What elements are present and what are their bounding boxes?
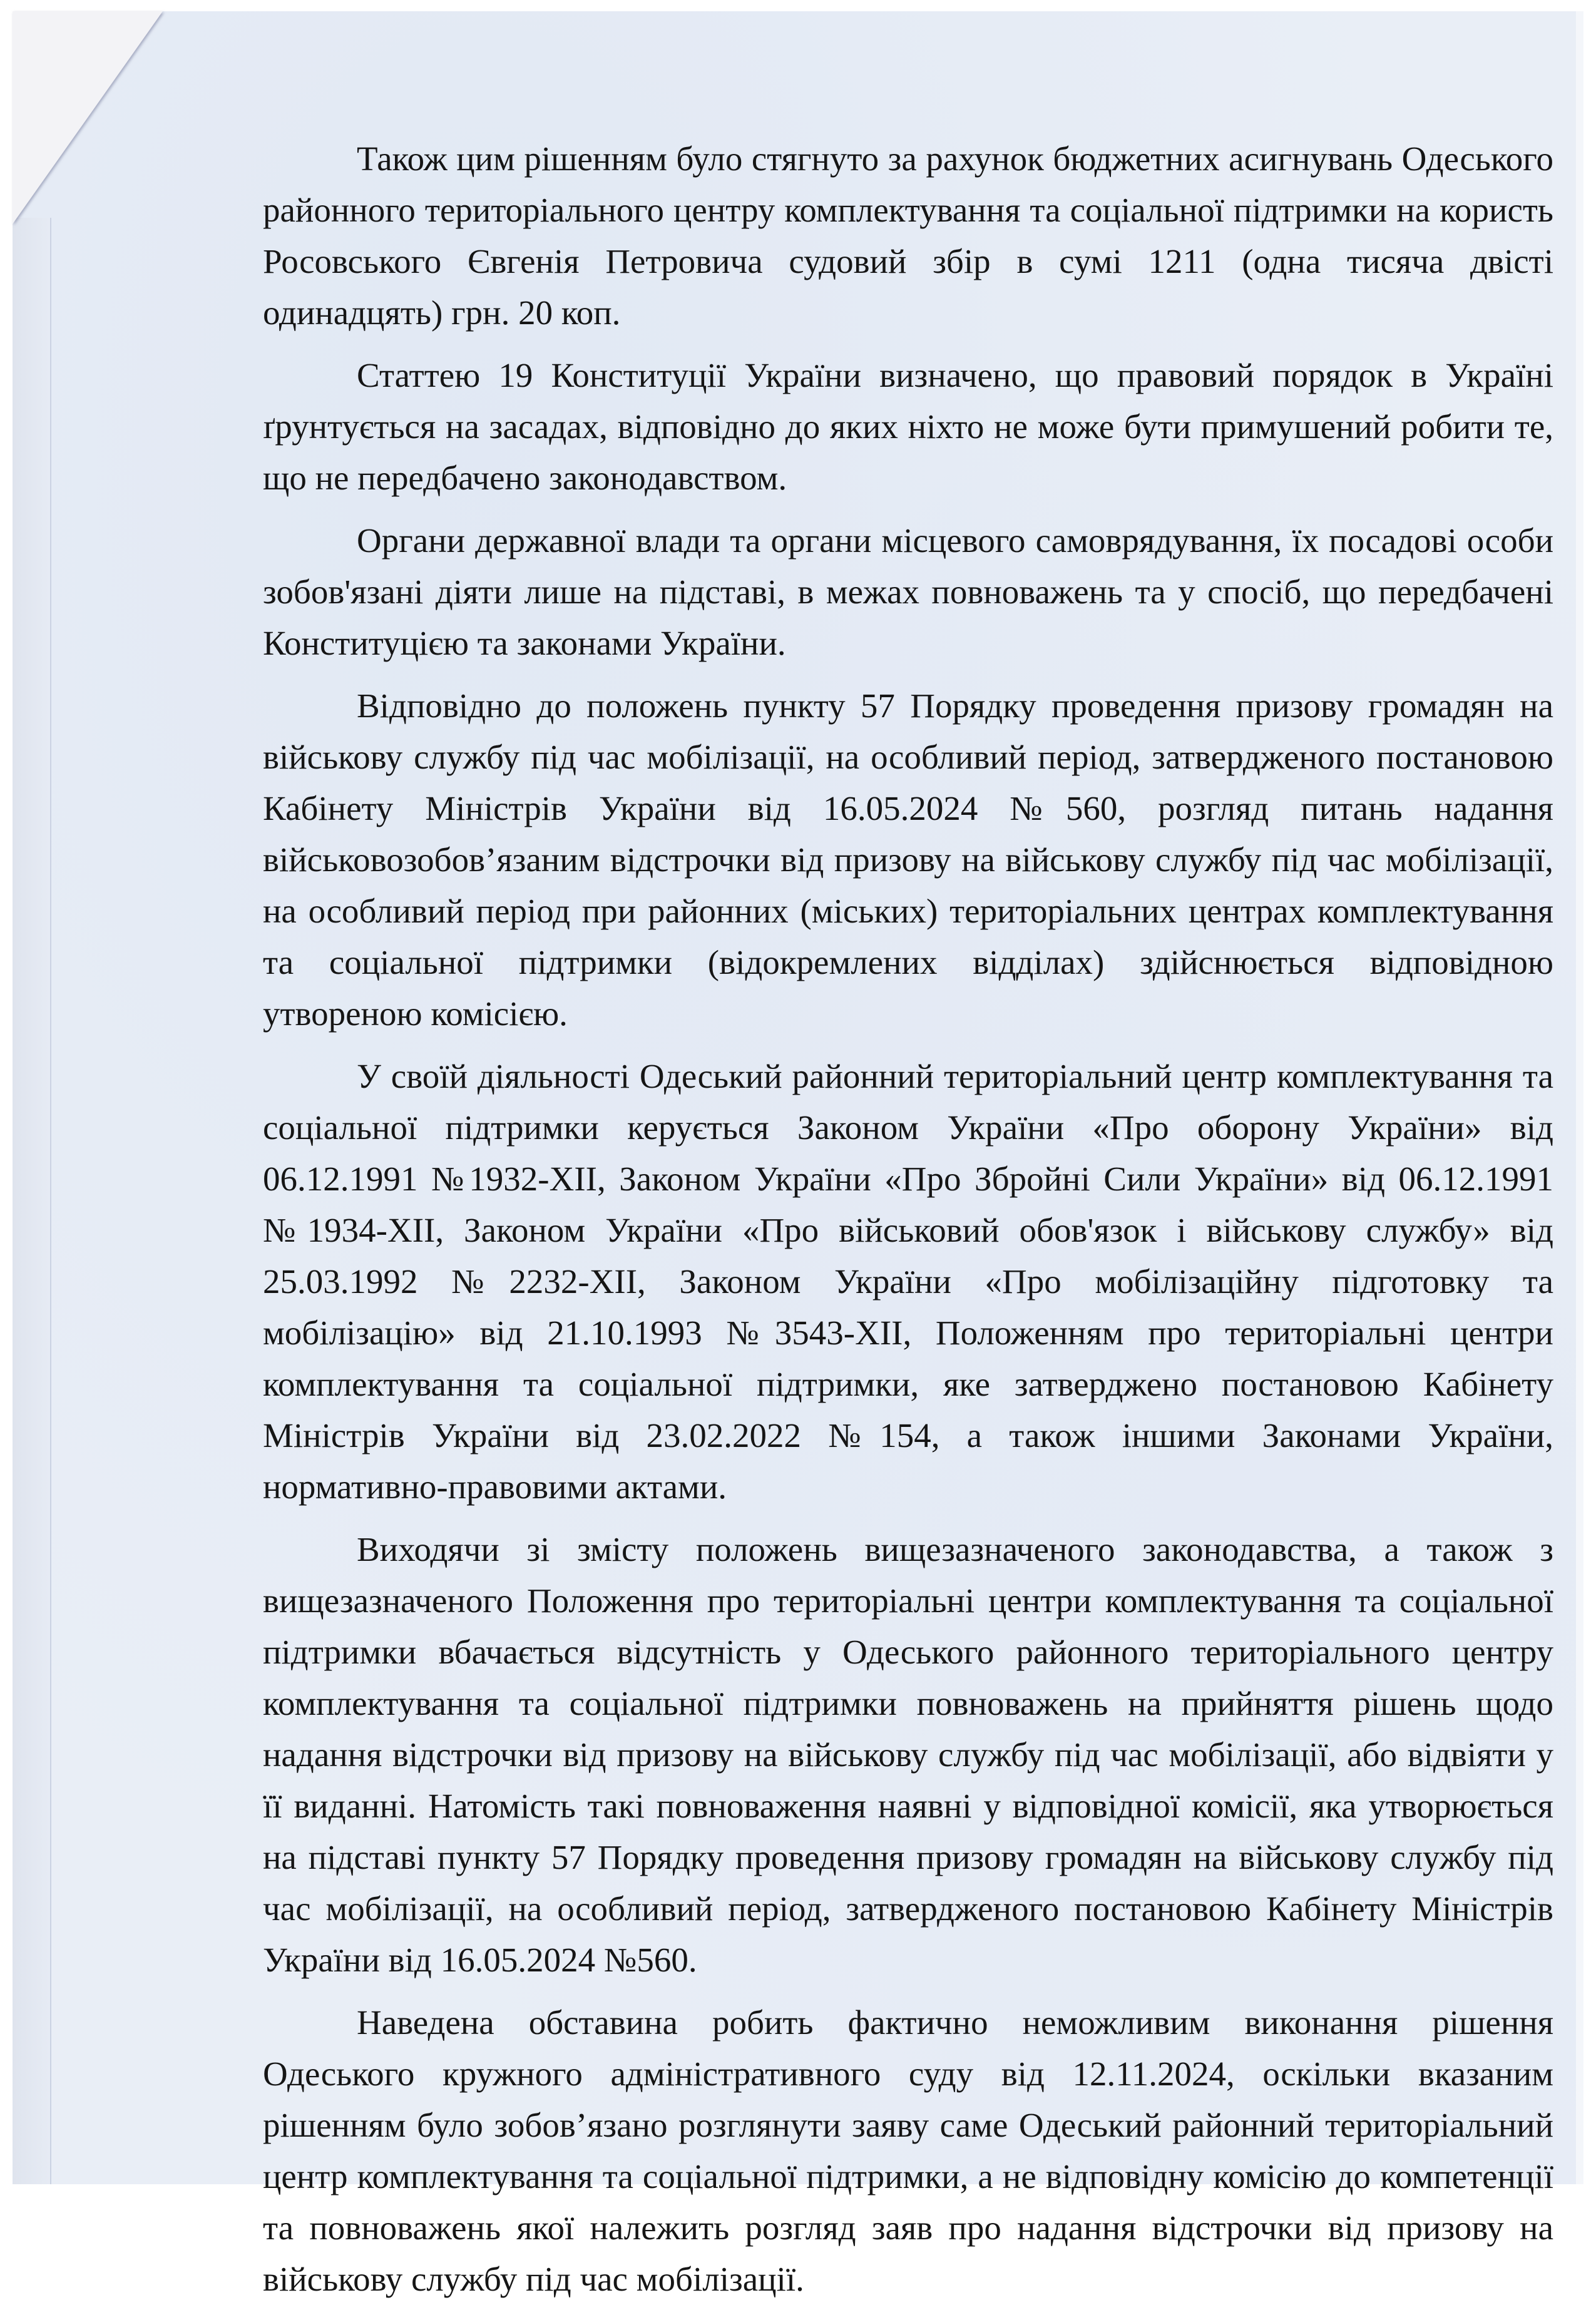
folded-corner [13, 11, 163, 224]
paragraph-constitution-article-19: Статтею 19 Конституції України визначено, що правовий порядок в Україні ґрунтується на засадах, відповідно до яких ніхто не може бути примушений робити те, що не передбачено законодавством. [263, 356, 1553, 497]
paragraph-impossibility-of-execution: Наведена обставина робить фактично неможливим виконання рішення Одеського кружного адміністративного суду від 12.11.2024, оскільки вказаним рішенням було зобов’язано розглянути заяву саме Одеський районний територіальний центр комплектування та соціальної підтримки, а не відповідну комісію до компетенції та повноважень якої належить розгляд заяв про надання відстрочки від призову на військову службу під час мобілізації. [263, 2003, 1553, 2298]
paragraph-legal-basis: У своїй діяльності Одеський районний територіальний центр комплектування та соціальної підтримки керується Законом України «Про оборону України» від 06.12.1991 №1932-XII, Законом України «Про Збройні Сили України» від 06.12.1991 №1934-XII, Законом України «Про військовий обов'язок і військову службу» від 25.03.1992 №2232-XII, Законом України «Про мобілізаційну підготовку та мобілізацію» від 21.10.1993 №3543-XII, Положенням про територіальні центри комплектування та соціальної підтримки, яке затверджено постановою Кабінету Міністрів України від 23.02.2022 №154, а також іншими Законами України, нормативно-правовими актами. [263, 1057, 1553, 1506]
page-edge-shadow [13, 218, 51, 2184]
paragraph-commission-deferral: Відповідно до положень пункту 57 Порядку проведення призову громадян на військову службу під час мобілізації, на особливий період, затвердженого постановою Кабінету Міністрів України від 16.05.2024 №560, розгляд питань надання військовозобов’язаним відстрочки від призову на військову службу під час мобілізації, на особливий період при районних (міських) територіальних центрах комплектування та соціальної підтримки (відокремлених відділах) здійснюється відповідною утвореною комісією. [263, 687, 1553, 1033]
document-body [263, 133, 1553, 2305]
paragraph-authorities-powers: Органи державної влади та органи місцевого самоврядування, їх посадові особи зобов'язані діяти лише на підставі, в межах повноважень та у спосіб, що передбачені Конституцією та законами України. [263, 521, 1553, 662]
scanned-page [13, 11, 1583, 2298]
page-edge-right [1576, 11, 1583, 2184]
paragraph-lack-of-authority: Виходячи зі змісту положень вищезазначеного законодавства, а також з вищезазначеного Положення про територіальні центри комплектування та соціальної підтримки вбачається відсутність у Одеського районного територіального центру комплектування та соціальної підтримки повноважень на прийняття рішень щодо надання відстрочки від призову на військову службу під час мобілізації, або відвіяти у її виданні. Натомість такі повноваження наявні у відповідної комісії, яка утворюється на підставі пункту 57 Порядку проведення призову громадян на військову службу під час мобілізації, на особливий період, затвердженого постановою Кабінету Міністрів України від 16.05.2024 №560. [263, 1530, 1553, 1979]
paragraph-court-fee: Також цим рішенням було стягнуто за рахунок бюджетних асигнувань Одеського районного територіального центру комплектування та соціальної підтримки на користь Росовського Євгенія Петровича судовий збір в сумі 1211 (одна тисяча двісті одинадцять) грн. 20 коп. [263, 140, 1553, 332]
